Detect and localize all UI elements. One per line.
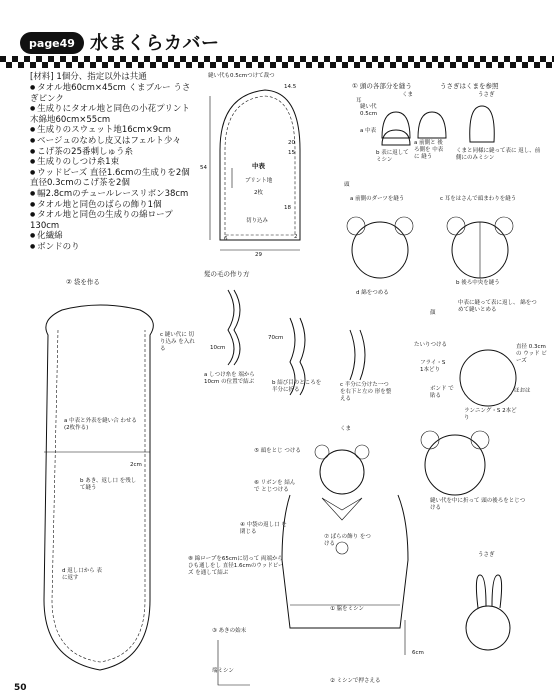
step1-title2: うさぎはくまを参照: [440, 82, 499, 90]
materials-item: ● 生成りのしつけ糸1束: [30, 157, 198, 168]
face-note: ランニング・S 2本どり: [464, 408, 517, 421]
pattern-dim: 20: [288, 140, 295, 146]
assembly-step: ① 脇をミシン: [330, 606, 365, 612]
hair-step: a しつけ糸を 端から10cm の位置で結ぶ: [204, 372, 255, 385]
assembly-step: ③ あきの始末: [212, 628, 247, 634]
hair-step: b 結び目のところを 半分に折る: [272, 380, 322, 393]
rabbit-figure: [466, 575, 510, 650]
materials-item: ● 生成りのスウェット地16cm×9cm: [30, 125, 198, 136]
page-number: 50: [14, 683, 27, 693]
face-note: ボンド で貼る: [430, 386, 454, 399]
pattern-center: 中表: [252, 162, 265, 170]
pattern-dim: 2: [294, 234, 298, 240]
pattern-dim: 14.5: [284, 84, 297, 90]
head-diagrams: [347, 217, 516, 495]
materials-item: ● 生成りにタオル地と同色の小花プリント木綿地60cm×55cm: [30, 104, 198, 125]
materials-item: ● 幅2.8cmのチュールレースリボン38cm: [30, 189, 198, 200]
step2-note: a 中表と外表を縫い合 わせる (2枚作る): [64, 418, 137, 431]
step2-note: b あき、返し口 を残して縫う: [80, 478, 137, 491]
pattern-count: 2枚: [254, 190, 263, 196]
assembly-usagi: うさぎ: [478, 552, 495, 558]
face-note: たいりつける: [414, 342, 448, 348]
page-badge: page49: [20, 32, 84, 54]
materials-item: ● タオル地と同色のばらの飾り1個: [30, 200, 198, 211]
step2-note: c 縫い代に 切り込み を入れる: [160, 332, 195, 352]
materials-item: ● 化繊綿: [30, 231, 198, 242]
head-note: d 綿をつめる: [356, 290, 389, 296]
pattern-dim: 6: [224, 236, 228, 242]
assembly-step: ⑦ ばらの飾り をつける: [324, 534, 371, 547]
ear-label: 耳: [356, 98, 362, 104]
materials-title: [材料] 1個分、指定以外は共通: [30, 72, 147, 82]
materials-item: ● タオル地60cm×45cm くまブルー うさぎピンク: [30, 83, 198, 104]
step1-note: 縫い代 0.5cm: [360, 104, 378, 117]
step2-note: d 返し口から 表に返す: [62, 568, 102, 581]
assembly-step: ⑤ 頭をとじ つける: [254, 448, 301, 454]
face-note: 縫い代を中に折って 頭の後ろをとじつける: [430, 498, 526, 511]
head-note: a 前側のダーツを縫う: [350, 196, 405, 202]
hair-mark: 70cm: [268, 335, 284, 341]
head-note: b 後ろ中央を縫う: [456, 280, 500, 286]
assembly-step: ④ 中袋の返し口 を閉じる: [240, 522, 287, 535]
head-label: 頭: [344, 182, 350, 188]
face-note: フライ・S 1本どり: [420, 360, 446, 373]
step1-title: ① 頭の各部分を縫う: [352, 82, 412, 90]
step1-note: くまと同様に縫って表に 返し、前側にのみミシン: [456, 148, 541, 161]
pattern-dim: 15: [288, 150, 295, 156]
face-note: 直径 0.3cmの ウッド ビーズ: [516, 344, 547, 364]
pattern-cut: 切り込み: [246, 218, 269, 224]
pattern-dim: 18: [284, 205, 291, 211]
pattern-dim: 29: [255, 252, 262, 258]
face-label: 顔: [430, 310, 436, 316]
step2-dim: 2cm: [130, 462, 142, 468]
face-note: ほおは: [514, 388, 531, 394]
step1-note: a 前側と 後ろ側を 中表に 縫う: [414, 140, 444, 160]
pattern-fabric: プリント地: [245, 178, 273, 184]
hair-mark: 10cm: [210, 345, 226, 351]
page-title: 水まくらカバー: [90, 33, 220, 54]
step1-note: a 中表: [360, 128, 377, 134]
materials-item: ● こげ茶の25番刺しゅう糸: [30, 147, 198, 158]
materials-item: ● ウッドビーズ 直径1.6cmの生成りを2個 直径0.3cmのこげ茶を2個: [30, 168, 198, 189]
assembly-step: ⑥ リボンを 結んで とじつける: [254, 480, 296, 493]
assembly-kuma: くま: [340, 426, 352, 432]
kuma-label: くま: [402, 92, 414, 98]
hair-step: c 半分に分けた一つ を右下と左の 形を整える: [340, 382, 392, 402]
face-note: 中表に縫って表に返し、 綿をつめて縫いとめる: [458, 300, 537, 313]
materials-item: ● ボンドのり: [30, 242, 198, 253]
materials-item: ● タオル地と同色の生成りの綿ロープ130cm: [30, 210, 198, 231]
assembly-step: ⑧ 綿ロープを65cmに切って 両端からひも通しをし 直径1.6cmのウッドビーズ を通して結ぶ: [188, 556, 284, 576]
usagi-label: うさぎ: [478, 92, 495, 98]
assembly-dim: 6cm: [412, 650, 424, 656]
pattern-dim: 54: [200, 165, 207, 171]
pattern-piece: [210, 90, 300, 250]
head-note: c 耳をはさんで頭まわりを縫う: [440, 196, 517, 202]
assembly-step: ② ミシンで押さえる: [330, 678, 381, 684]
hair-title: 髪の毛の作り方: [204, 270, 250, 278]
step2-title: ② 袋を作る: [66, 278, 100, 286]
materials-item: ● ベージュのなめし皮又はフェルト少々: [30, 136, 198, 147]
pattern-note: 縫い代も0.5cmつけて裁つ: [208, 73, 275, 79]
assembly-fold: 端ミシン: [212, 668, 234, 674]
step1-note: b 表に返して ミシン: [376, 150, 409, 163]
